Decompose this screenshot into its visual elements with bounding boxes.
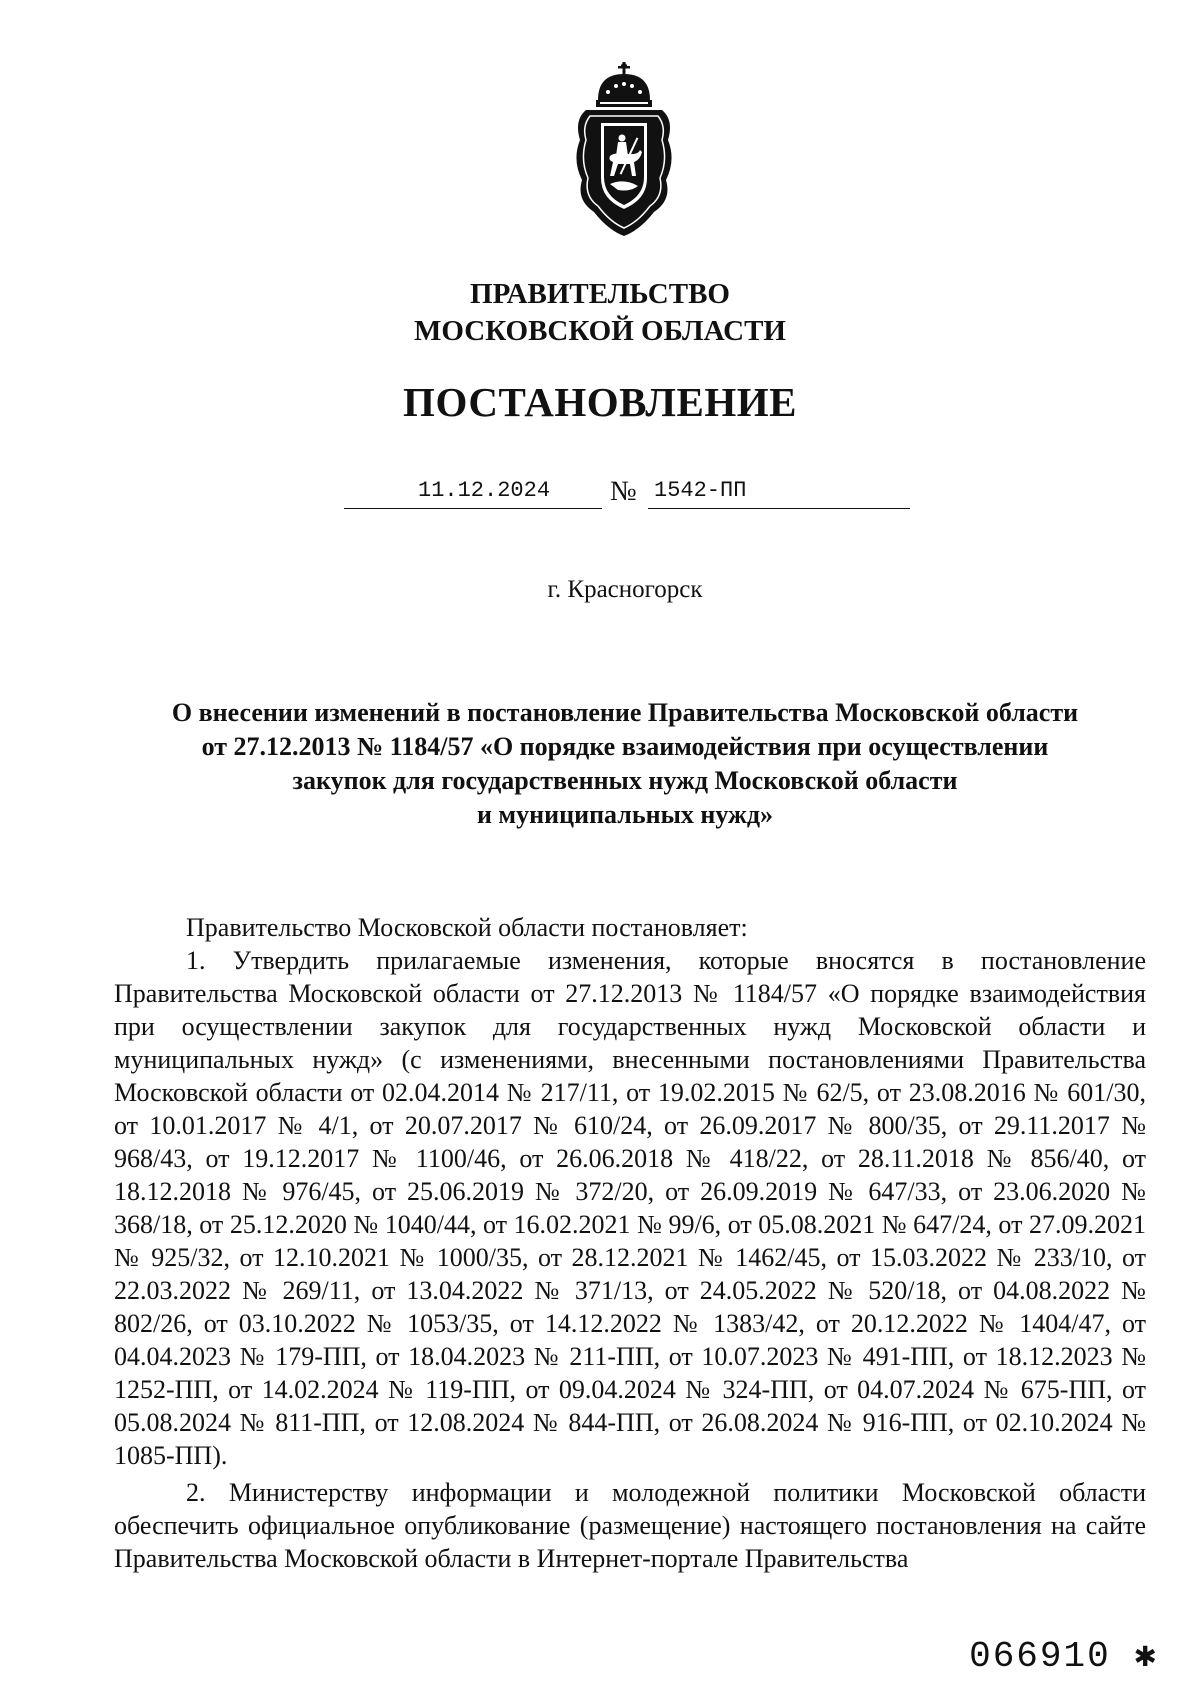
subject-line: и муниципальных нужд»	[476, 800, 774, 829]
number-underline	[648, 508, 910, 509]
subject-line: О внесении изменений в постановление Правительства Московской области	[171, 698, 1079, 727]
date-underline	[344, 508, 602, 509]
city-of-issue: г. Красногорск	[547, 576, 703, 603]
document-type-title: ПОСТАНОВЛЕНИЕ	[403, 379, 797, 425]
number-sign: №	[610, 476, 637, 507]
document-serial-number: 066910 ✱	[969, 1636, 1158, 1677]
document-subject	[125, 696, 1125, 832]
organization-name-line1: ПРАВИТЕЛЬСТВО	[470, 278, 730, 310]
subject-line: закупок для государственных нужд Московской области	[292, 766, 958, 795]
item-2-paragraph: 2. Министерству информации и молодежной политики Московской области обеспечить официальное опубликование (размещение) настоящего постановления на сайте Правительства Московской области в Интернет-портале Правительства	[114, 1478, 1146, 1573]
coat-of-arms-icon	[568, 60, 680, 240]
document-number: 1542-ПП	[654, 478, 747, 503]
subject-line: от 27.12.2013 № 1184/57 «О порядке взаимодействия при осуществлении	[201, 732, 1049, 761]
document-date: 11.12.2024	[418, 478, 551, 503]
organization-name-line2: МОСКОВСКОЙ ОБЛАСТИ	[413, 315, 786, 347]
preamble-paragraph: Правительство Московской области постановляет:	[186, 913, 748, 942]
document-body	[114, 911, 1146, 1575]
item-1-paragraph: 1. Утвердить прилагаемые изменения, которые вносятся в постановление Правительства Московской области от 27.12.2013 № 1184/57 «О порядке взаимодействия при осуществлении закупок для государственных нужд Московской области и муниципальных нужд» (с изменениями, внесенными постановлениями Правительства Московской области от 02.04.2014 № 217/11, от 19.02.2015 № 62/5, от 23.08.2016 № 601/30, от 10.01.2017 № 4/1, от 20.07.2017 № 610/24, от 26.09.2017 № 800/35, от 29.11.2017 № 968/43, от 19.12.2017 № 1100/46, от 26.06.2018 № 418/22, от 28.11.2018 № 856/40, от 18.12.2018 № 976/45, от 25.06.2019 № 372/20, от 26.09.2019 № 647/33, от 23.06.2020 № 368/18, от 25.12.2020 № 1040/44, от 16.02.2021 № 99/6, от 05.08.2021 № 647/24, от 27.09.2021 № 925/32, от 12.10.2021 № 1000/35, от 28.12.2021 № 1462/45, от 15.03.2022 № 233/10, от 22.03.2022 № 269/11, от 13.04.2022 № 371/13, от 24.05.2022 № 520/18, от 04.08.2022 № 802/26, от 03.10.2022 № 1053/35, от 14.12.2022 № 1383/42, от 20.12.2022 № 1404/47, от 04.04.2023 № 179-ПП, от 18.04.2023 № 211-ПП, от 10.07.2023 № 491-ПП, от 18.12.2023 № 1252-ПП, от 14.02.2024 № 119-ПП, от 09.04.2024 № 324-ПП, от 04.07.2024 № 675-ПП, от 05.08.2024 № 811-ПП, от 12.08.2024 № 844-ПП, от 26.08.2024 № 916-ПП, от 02.10.2024 № 1085-ПП).	[114, 946, 1146, 1470]
